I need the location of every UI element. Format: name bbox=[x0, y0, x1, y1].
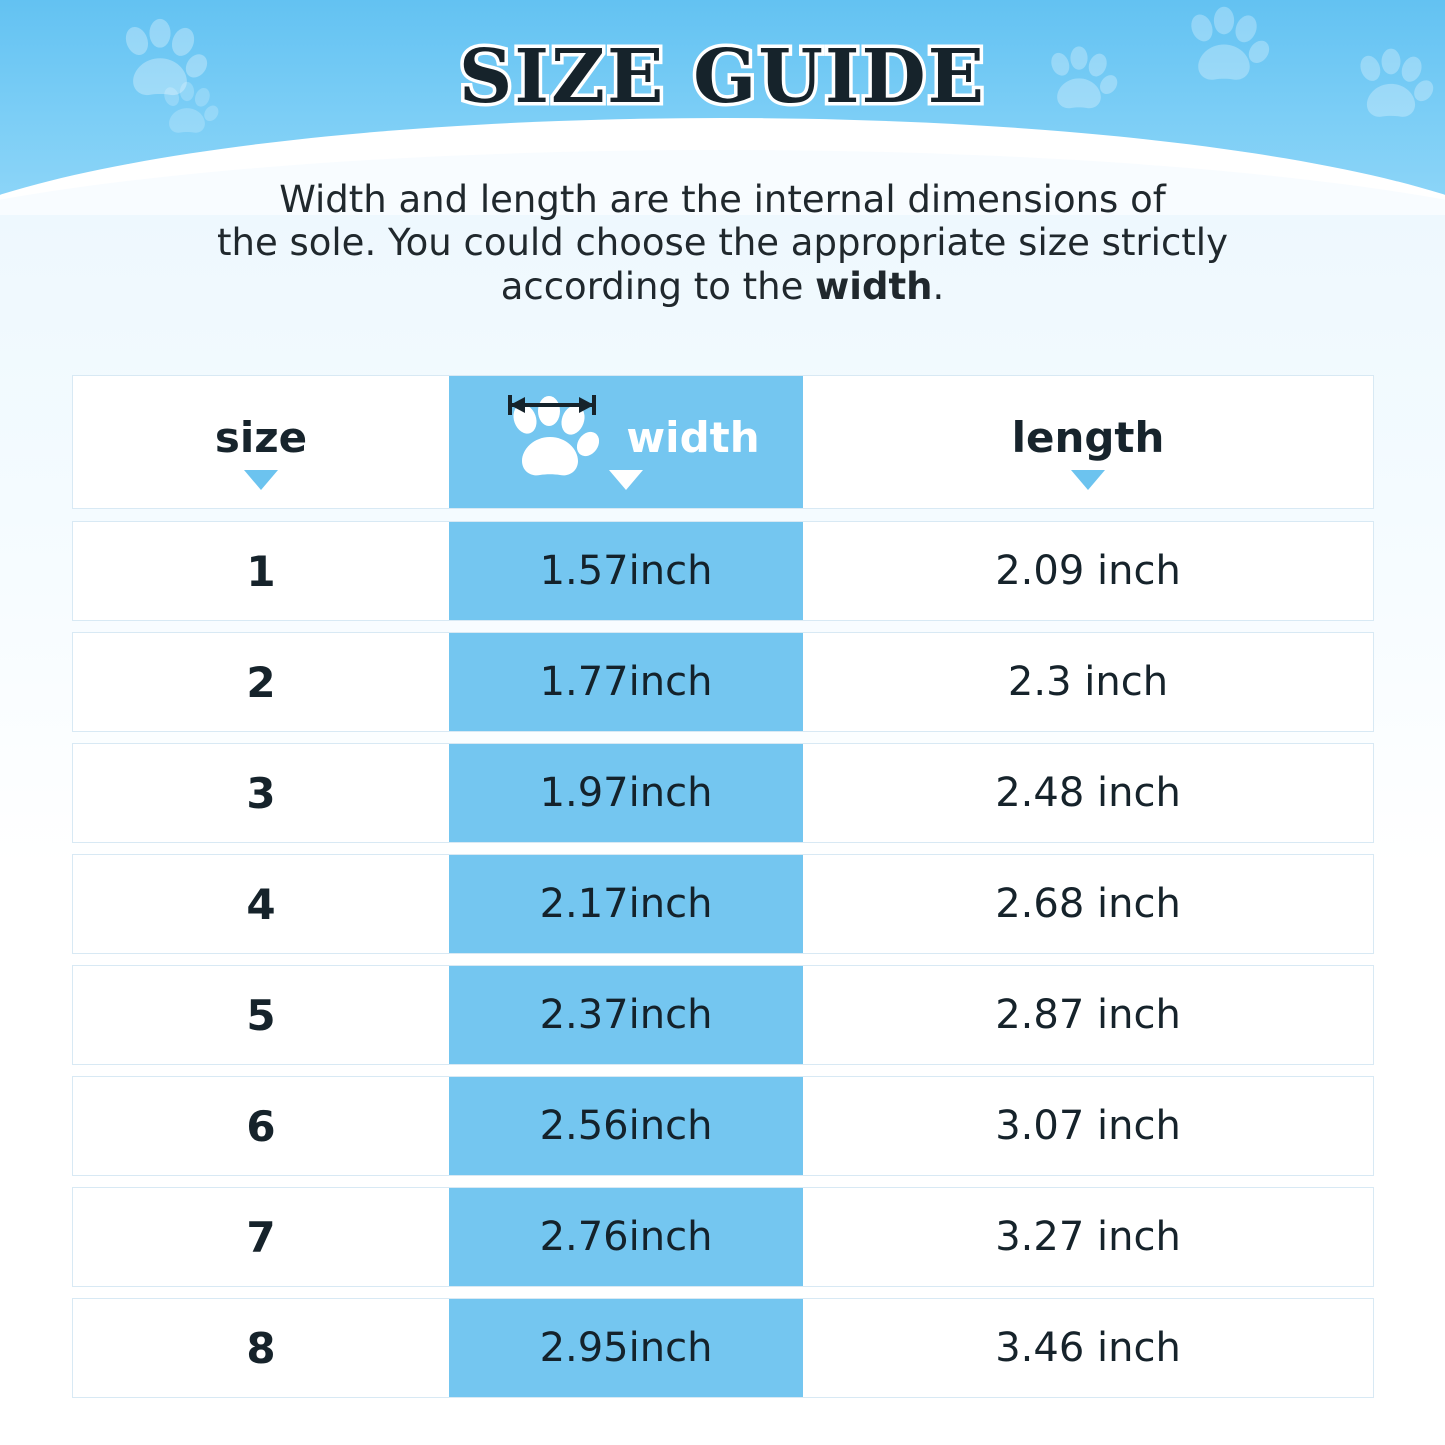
cell-size bbox=[73, 744, 449, 842]
cell-length bbox=[803, 1077, 1373, 1175]
intro-line-3 bbox=[183, 265, 1263, 308]
width-value: 2.56inch bbox=[539, 1103, 713, 1149]
cell-width bbox=[449, 1299, 803, 1397]
length-value: 3.27 inch bbox=[995, 1214, 1181, 1260]
cell-width bbox=[449, 966, 803, 1064]
column-header-width-label: width bbox=[626, 412, 760, 462]
table-header-row bbox=[72, 375, 1374, 509]
page-title: SIZE GUIDE bbox=[458, 34, 987, 120]
length-value: 2.09 inch bbox=[995, 548, 1181, 594]
intro-line-2: the sole. You could choose the appropriate size strictly bbox=[217, 221, 1228, 265]
table-row bbox=[72, 521, 1374, 621]
length-value: 3.46 inch bbox=[995, 1325, 1181, 1371]
cell-width bbox=[449, 1188, 803, 1286]
cell-width bbox=[449, 1077, 803, 1175]
width-value: 1.97inch bbox=[539, 770, 713, 816]
column-header-size bbox=[73, 376, 449, 508]
cell-size bbox=[73, 855, 449, 953]
length-value: 2.48 inch bbox=[995, 770, 1181, 816]
table-row bbox=[72, 1298, 1374, 1398]
table-row bbox=[72, 965, 1374, 1065]
intro-line-1: Width and length are the internal dimensions of bbox=[279, 178, 1166, 221]
cell-length bbox=[803, 855, 1373, 953]
cell-width bbox=[449, 744, 803, 842]
table-row bbox=[72, 854, 1374, 954]
size-value: 2 bbox=[246, 657, 276, 707]
width-value: 2.17inch bbox=[539, 881, 713, 927]
table-row bbox=[72, 1076, 1374, 1176]
chevron-down-icon bbox=[609, 470, 643, 490]
intro-line-3-post: . bbox=[932, 264, 945, 308]
cell-size bbox=[73, 633, 449, 731]
cell-length bbox=[803, 1299, 1373, 1397]
length-value: 2.3 inch bbox=[1007, 659, 1169, 705]
column-header-length-label: length bbox=[1011, 412, 1165, 462]
size-value: 7 bbox=[246, 1212, 276, 1262]
column-header-size-label: size bbox=[214, 412, 308, 462]
width-value: 2.76inch bbox=[539, 1214, 713, 1260]
cell-size bbox=[73, 522, 449, 620]
cell-length bbox=[803, 633, 1373, 731]
table-row bbox=[72, 632, 1374, 732]
size-value: 3 bbox=[246, 768, 276, 818]
width-value: 2.37inch bbox=[539, 992, 713, 1038]
width-value: 2.95inch bbox=[539, 1325, 713, 1371]
cell-size bbox=[73, 966, 449, 1064]
cell-length bbox=[803, 966, 1373, 1064]
chevron-down-icon bbox=[244, 470, 278, 490]
chevron-down-icon bbox=[1071, 470, 1105, 490]
intro-line-3-emphasis: width bbox=[815, 264, 933, 308]
length-value: 2.68 inch bbox=[995, 881, 1181, 927]
size-value: 5 bbox=[246, 990, 276, 1040]
cell-size bbox=[73, 1077, 449, 1175]
cell-length bbox=[803, 522, 1373, 620]
intro-text bbox=[183, 178, 1263, 308]
size-value: 6 bbox=[246, 1101, 276, 1151]
size-value: 8 bbox=[246, 1323, 276, 1373]
column-header-length bbox=[803, 376, 1373, 508]
width-value: 1.57inch bbox=[539, 548, 713, 594]
cell-width bbox=[449, 633, 803, 731]
table-row bbox=[72, 743, 1374, 843]
column-header-width bbox=[449, 376, 803, 508]
intro-line-3-pre: according to the bbox=[500, 264, 816, 308]
cell-width bbox=[449, 522, 803, 620]
size-table bbox=[72, 375, 1374, 1409]
cell-length bbox=[803, 1188, 1373, 1286]
length-value: 2.87 inch bbox=[995, 992, 1181, 1038]
width-value: 1.77inch bbox=[539, 659, 713, 705]
cell-size bbox=[73, 1299, 449, 1397]
size-value: 1 bbox=[246, 546, 276, 596]
length-value: 3.07 inch bbox=[995, 1103, 1181, 1149]
cell-width bbox=[449, 855, 803, 953]
paw-width-measure-icon bbox=[492, 389, 612, 485]
size-value: 4 bbox=[246, 879, 276, 929]
cell-length bbox=[803, 744, 1373, 842]
cell-size bbox=[73, 1188, 449, 1286]
table-row bbox=[72, 1187, 1374, 1287]
